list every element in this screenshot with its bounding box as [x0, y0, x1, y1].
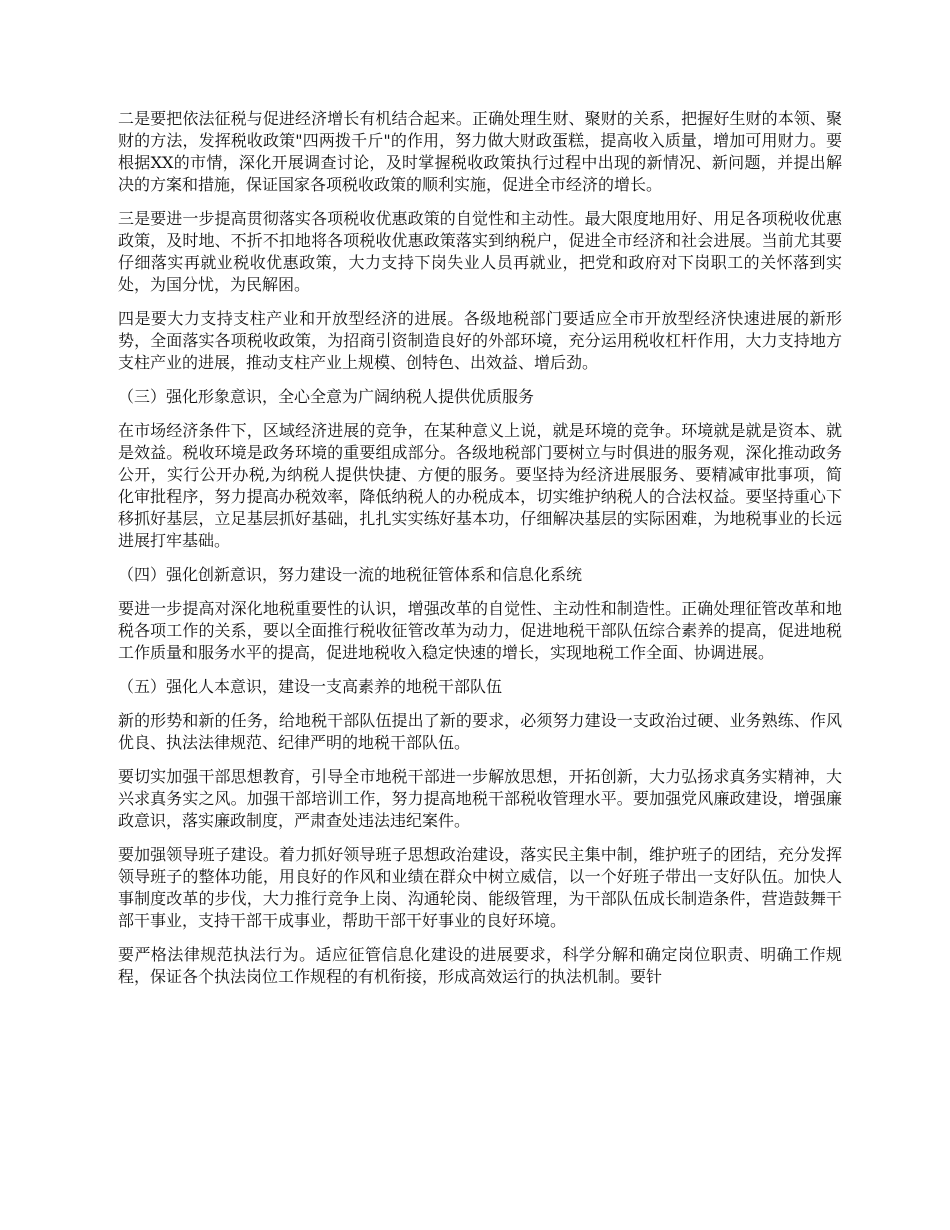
paragraph-service-environment: 在市场经济条件下，区域经济进展的竞争，在某种意义上说，就是环境的竞争。环境就是就是资本、就是效益。税收环境是政务环境的重要组成部分。各级地税部门要树立与时俱进的服务观，深化推动政务公开，实行公开办税,为纳税人提供快捷、方便的服务。要坚持为经济进展服务、要精减审批事项，简化审批程序，努力提高办税效率，降低纳税人的办税成本，切实维护纳税人的合法权益。要坚持重心下移抓好基层，立足基层抓好基础，扎扎实实练好基本功，仔细解决基层的实际困难，为地税事业的长远进展打牢基础。 [118, 421, 842, 550]
paragraph-law-enforcement: 要严格法律规范执法行为。适应征管信息化建设的进展要求，科学分解和确定岗位职责、明确工作规程，保证各个执法岗位工作规程的有机衔接，形成高效运行的执法机制。要针 [118, 945, 842, 986]
section-heading-people-awareness: （五）强化人本意识，建设一支高素养的地税干部队伍 [118, 677, 503, 696]
section-heading-innovation-awareness: （四）强化创新意识，努力建设一流的地税征管体系和信息化系统 [118, 565, 583, 584]
section-heading-image-awareness: （三）强化形象意识，全心全意为广阔纳税人提供优质服务 [118, 387, 535, 406]
paragraph-tax-growth: 二是要把依法征税与促进经济增长有机结合起来。正确处理生财、聚财的关系，把握好生财的本领、聚财的方法，发挥税收政策"四两拨千斤"的作用，努力做大财政蛋糕，提高收入质量，增加可用财力。要根据XX的市情，深化开展调查讨论，及时掌握税收政策执行过程中出现的新情况、新问题，并提出解决的方案和措施，保证国家各项税收政策的顺利实施，促进全市经济的增长。 [118, 109, 842, 194]
document-page [118, 108, 842, 1000]
paragraph-cadre-education: 要切实加强干部思想教育，引导全市地税干部进一步解放思想，开拓创新，大力弘扬求真务实精神，大兴求真务实之风。加强干部培训工作，努力提高地税干部税收管理水平。要加强党风廉政建设，增强廉政意识，落实廉政制度，严肃查处违法违纪案件。 [118, 767, 842, 830]
paragraph-leadership-building: 要加强领导班子建设。着力抓好领导班子思想政治建设，落实民主集中制，维护班子的团结，充分发挥领导班子的整体功能，用良好的作风和业绩在群众中树立威信，以一个好班子带出一支好队伍。加快人事制度改革的步伐，大力推行竞争上岗、沟通轮岗、能级管理，为干部队伍成长制造条件，营造鼓舞干部干事业，支持干部干成事业，帮助干部干好事业的良好环境。 [118, 845, 842, 930]
paragraph-new-requirements: 新的形势和新的任务，给地税干部队伍提出了新的要求，必须努力建设一支政治过硬、业务熟练、作风优良、执法法律规范、纪律严明的地税干部队伍。 [118, 711, 842, 752]
paragraph-tax-incentives: 三是要进一步提高贯彻落实各项税收优惠政策的自觉性和主动性。最大限度地用好、用足各项税收优惠政策，及时地、不折不扣地将各项税收优惠政策落实到纳税户，促进全市经济和社会进展。当前尤其要仔细落实再就业税收优惠政策，大力支持下岗失业人员再就业，把党和政府对下岗职工的关怀落到实处，为国分忧，为民解困。 [118, 209, 842, 294]
paragraph-collection-reform: 要进一步提高对深化地税重要性的认识，增强改革的自觉性、主动性和制造性。正确处理征管改革和地税各项工作的关系，要以全面推行税收征管改革为动力，促进地税干部队伍综合素养的提高，促进地税工作质量和服务水平的提高，促进地税收入稳定快速的增长，实现地税工作全面、协调进展。 [118, 599, 842, 662]
paragraph-pillar-industries: 四是要大力支持支柱产业和开放型经济的进展。各级地税部门要适应全市开放型经济快速进展的新形势，全面落实各项税收政策，为招商引资制造良好的外部环境，充分运用税收杠杆作用，大力支持地方支柱产业的进展，推动支柱产业上规模、创特色、出效益、增后劲。 [118, 309, 842, 372]
